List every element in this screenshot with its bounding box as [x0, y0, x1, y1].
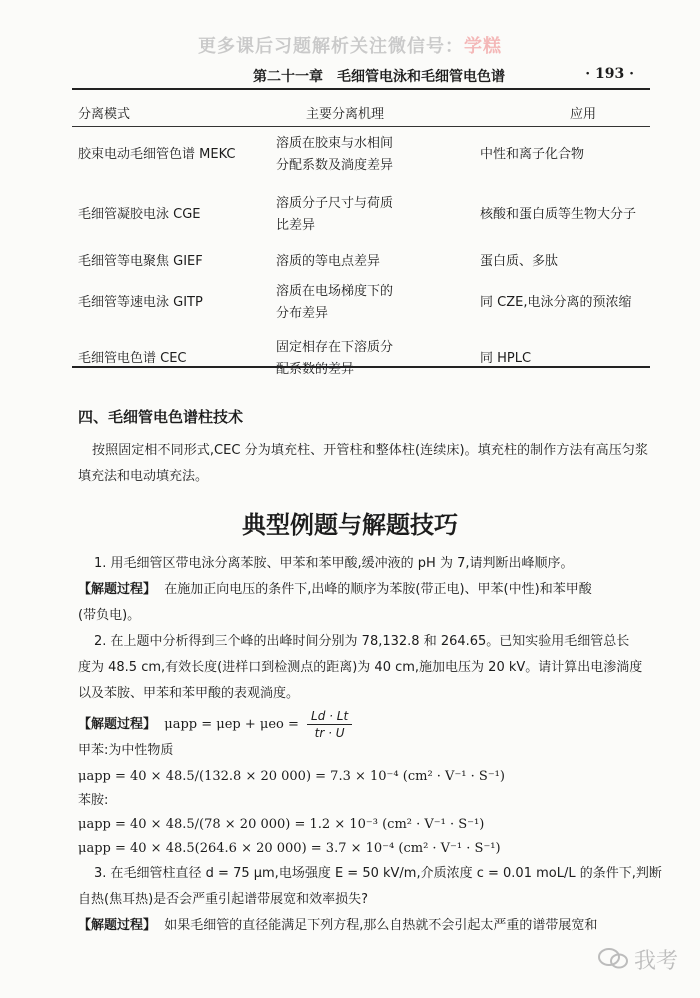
watermark-top: 更多课后习题解析关注微信号：学糕	[198, 36, 502, 57]
table-cell: 溶质分子尺寸与荷质 比差异	[276, 195, 394, 233]
aniline-label: 苯胺:	[78, 793, 109, 808]
page-number: · 193 ·	[585, 66, 634, 82]
separation-modes-table	[72, 98, 650, 389]
table-cell: 中性和离子化合物	[480, 146, 585, 162]
calc-aniline: μapp = 40 × 48.5/(78 × 20 000) = 1.2 × 10⁻³ (cm² · V⁻¹ · S⁻¹)	[78, 817, 485, 832]
watermark-bottom: 我考	[598, 944, 678, 977]
table-cell: 蛋白质、多肽	[480, 253, 559, 269]
table-header-row	[72, 98, 650, 127]
q3-question-cont: 自热(焦耳热)是否会严重引起谱带展宽和效率损失?	[78, 892, 369, 907]
table-header: 主要分离机理	[276, 98, 466, 127]
table-cell: 溶质在胶束与水相间 分配系数及淌度差异	[276, 135, 394, 173]
calc-benzoic-acid: μapp = 40 × 48.5(264.6 × 20 000) = 3.7 × 10⁻⁴ (cm² · V⁻¹ · S⁻¹)	[78, 841, 501, 856]
q1-answer: 【解题过程】 在施加正向电压的条件下,出峰的顺序为苯胺(带正电)、甲苯(中性)和苯甲酸	[78, 582, 592, 597]
q1-answer-cont: (带负电)。	[78, 608, 141, 623]
table-row	[72, 247, 650, 277]
table-cell: 毛细管等电聚焦 GIEF	[78, 253, 203, 269]
table-cell: 溶质的等电点差异	[276, 253, 381, 269]
table-cell: 溶质在电场梯度下的 分布差异	[276, 283, 394, 321]
q3-question: 3. 在毛细管柱直径 d = 75 μm,电场强度 E = 50 kV/m,介质浓度 c = 0.01 moL/L 的条件下,判断	[94, 866, 662, 881]
toluene-label: 甲苯:为中性物质	[78, 743, 174, 758]
chapter-title: 第二十一章 毛细管电泳和毛细管电色谱	[253, 69, 505, 85]
section-title: 四、毛细管电色谱柱技术	[78, 408, 244, 426]
table-row	[72, 127, 650, 183]
q2-question: 2. 在上题中分析得到三个峰的出峰时间分别为 78,132.8 和 264.65。已知实验用毛细管总长	[94, 634, 630, 649]
table-cell: 毛细管等速电泳 GITP	[78, 294, 203, 310]
table-row	[72, 329, 650, 389]
q3-answer: 【解题过程】 如果毛细管的直径能满足下列方程,那么自热就不会引起太严重的谱带展宽和	[78, 918, 598, 933]
table-cell: 核酸和蛋白质等生物大分子	[480, 206, 637, 222]
header-rule	[72, 88, 650, 90]
table-cell: 毛细管凝胶电泳 CGE	[78, 206, 201, 222]
section-body: 按照固定相不同形式,CEC 分为填充柱、开管柱和整体柱(连续床)。填充柱的制作方法有高压匀浆填充法和电动填充法。	[78, 443, 648, 484]
fraction: $\frac{Ld \cdot Lt}{tr \cdot U}$	[307, 708, 352, 741]
q1-question: 1. 用毛细管区带电泳分离苯胺、甲苯和苯甲酸,缓冲液的 pH 为 7,请判断出峰顺序。	[94, 556, 574, 571]
calc-toluene: μapp = 40 × 48.5/(132.8 × 20 000) = 7.3 × 10⁻⁴ (cm² · V⁻¹ · S⁻¹)	[78, 769, 505, 784]
table-row	[72, 277, 650, 329]
table-bottom-rule	[72, 366, 650, 368]
q2-formula: 【解题过程】 μapp = μep + μeo = $\frac{Ld \cdot Lt}{tr \cdot U}$	[78, 708, 653, 742]
table-cell: 胶束电动毛细管色谱 MEKC	[78, 146, 236, 162]
table-cell: 毛细管电色谱 CEC	[78, 350, 187, 366]
table-cell: 同 HPLC	[480, 350, 532, 366]
table-header: 分离模式	[72, 98, 276, 127]
table-cell: 同 CZE,电泳分离的预浓缩	[480, 294, 632, 310]
table-header: 应用	[466, 98, 650, 127]
q2-question-cont: 度为 48.5 cm,有效长度(进样口到检测点的距离)为 40 cm,施加电压为 20 kV。请计算出电渗淌度	[78, 660, 643, 675]
page-header	[78, 62, 638, 88]
table-row	[72, 183, 650, 247]
chat-bubble-icon	[598, 947, 628, 977]
q2-question-cont: 以及苯胺、甲苯和苯甲酸的表观淌度。	[78, 686, 300, 701]
table-cell: 固定相存在下溶质分 配系数的差异	[276, 339, 394, 377]
examples-title: 典型例题与解题技巧	[242, 511, 458, 539]
